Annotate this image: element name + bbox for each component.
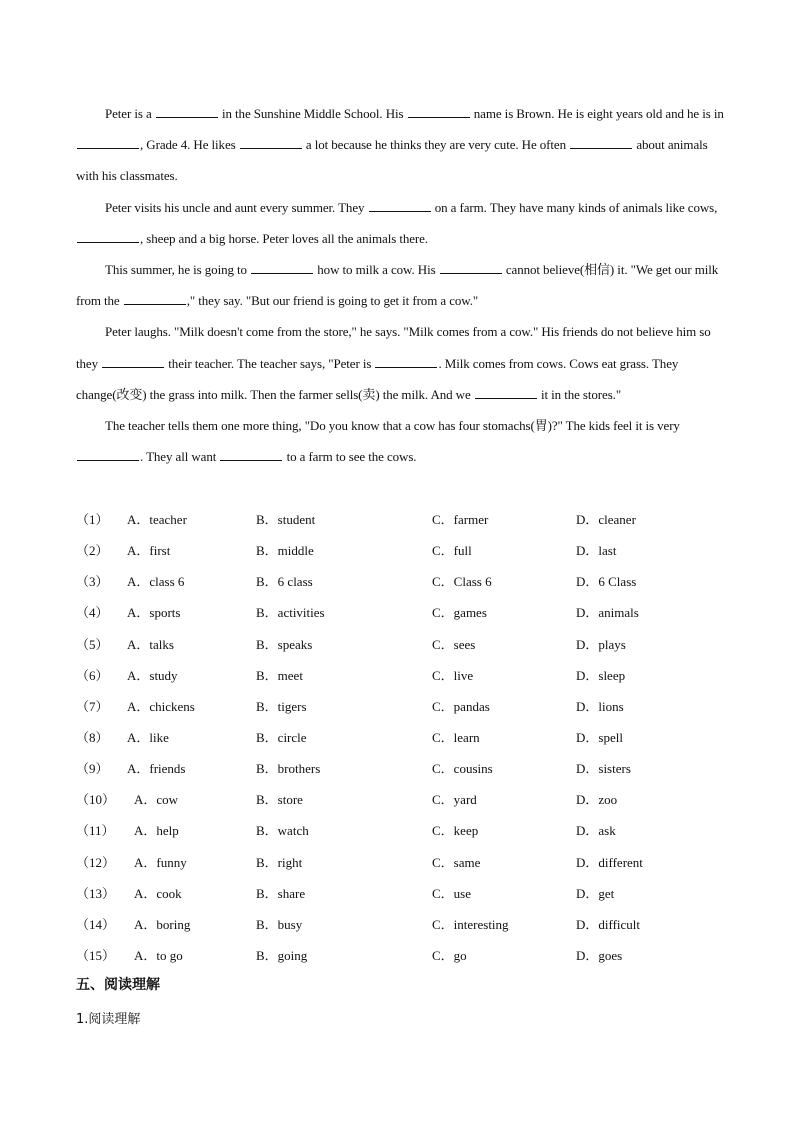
blank-3	[77, 136, 139, 149]
question-row-12	[76, 847, 724, 878]
blank-2	[408, 105, 470, 118]
section-heading: 五、阅读理解	[76, 977, 160, 993]
option-b: B．speaks	[256, 636, 313, 652]
option-a: A．study	[127, 667, 178, 683]
option-a: A．teacher	[127, 512, 187, 527]
passage-text: Peter is a	[105, 106, 152, 121]
passage-text: in the Sunshine Middle School. His	[221, 106, 404, 121]
question-number: （4）	[76, 605, 109, 621]
option-b: B．busy	[256, 916, 303, 932]
blank-15	[220, 448, 282, 461]
option-a: A．friends	[127, 761, 186, 777]
option-c: C．farmer	[432, 512, 489, 527]
option-c: C．pandas	[432, 698, 490, 714]
blank-13	[475, 386, 537, 399]
option-a: A．funny	[134, 854, 187, 870]
option-b: B．brothers	[256, 761, 321, 777]
question-row-14	[76, 909, 724, 940]
passage-text: , Grade 4. He likes	[140, 137, 236, 153]
question-row-15	[76, 940, 724, 971]
question-row-10	[76, 784, 724, 815]
option-a: A．help	[134, 823, 179, 839]
option-c: C．go	[432, 947, 467, 963]
passage-text: This summer, he is going to	[105, 262, 247, 278]
question-row-9	[76, 753, 724, 784]
option-a: A．sports	[127, 605, 181, 621]
blank-9	[440, 261, 502, 274]
option-c: C．interesting	[432, 916, 509, 932]
question-number: （1）	[76, 512, 109, 527]
option-c: C．Class 6	[432, 574, 492, 590]
question-row-4	[76, 597, 724, 628]
option-c: C．yard	[432, 792, 477, 808]
option-b: B．tigers	[256, 698, 307, 714]
blank-12	[375, 355, 437, 368]
passage-text: Peter laughs. "Milk doesn't come from the store," he says. "Milk comes from a cow." His friends do not believe him so they	[76, 324, 711, 371]
blank-8	[251, 261, 313, 274]
option-a: A．chickens	[127, 698, 195, 714]
passage-paragraph-1	[76, 98, 724, 192]
passage-paragraph-5	[76, 410, 724, 472]
option-b: B．circle	[256, 729, 307, 745]
passage-paragraph-2	[76, 192, 724, 254]
blank-4	[240, 136, 302, 149]
question-row-1	[76, 504, 724, 535]
blank-6	[369, 199, 431, 212]
question-row-7	[76, 691, 724, 722]
option-c: C．cousins	[432, 761, 493, 777]
passage-text: their teacher. The teacher says, "Peter is	[168, 355, 372, 371]
option-d: D．spell	[576, 729, 623, 745]
option-d: D．get	[576, 885, 615, 901]
option-d: D．goes	[576, 947, 623, 963]
question-number: （11）	[76, 823, 115, 839]
option-c: C．sees	[432, 636, 476, 652]
question-number: （3）	[76, 574, 109, 590]
question-row-13	[76, 878, 724, 909]
option-d: D．6 Class	[576, 574, 637, 590]
passage-text: The teacher tells them one more thing, "Do you know that a cow has four stomachs(胃)?" The kids feel it is very	[105, 418, 680, 434]
passage-text: cannot believe(相信) it. "We get our milk from the	[76, 262, 719, 309]
option-c: C．same	[432, 854, 481, 870]
option-d: D．lions	[576, 698, 624, 714]
option-a: A．cow	[134, 792, 179, 808]
option-a: A．like	[127, 729, 169, 745]
blank-7	[77, 230, 139, 243]
option-d: D．zoo	[576, 792, 618, 808]
option-c: C．live	[432, 667, 474, 683]
option-a: A．class 6	[127, 574, 185, 590]
option-c: C．keep	[432, 823, 479, 839]
option-b: B．meet	[256, 667, 303, 683]
question-number: （15）	[76, 947, 116, 963]
cloze-passage	[76, 98, 724, 472]
question-number: （9）	[76, 761, 109, 777]
question-row-2	[76, 535, 724, 566]
option-b: B．share	[256, 885, 306, 901]
question-number: （13）	[76, 885, 116, 901]
option-a: A．first	[127, 543, 171, 559]
option-c: C．full	[432, 543, 472, 559]
question-row-3	[76, 566, 724, 597]
question-row-6	[76, 660, 724, 691]
question-number: （10）	[76, 792, 116, 808]
option-a: A．talks	[127, 636, 174, 652]
blank-14	[77, 448, 139, 461]
section-subheading: 1.阅读理解	[76, 1012, 141, 1027]
option-d: D．sisters	[576, 761, 631, 777]
blank-11	[102, 355, 164, 368]
option-b: B．6 class	[256, 574, 313, 590]
passage-text: it in the stores."	[540, 386, 622, 402]
option-d: D．ask	[576, 823, 616, 839]
option-b: B．middle	[256, 543, 314, 559]
blank-10	[124, 292, 186, 305]
passage-text: Peter visits his uncle and aunt every summer. They	[105, 199, 365, 215]
blank-1	[156, 105, 218, 118]
question-number: （6）	[76, 667, 109, 683]
option-b: B．activities	[256, 605, 325, 621]
option-a: A．to go	[134, 947, 183, 963]
question-row-11	[76, 815, 724, 846]
option-d: D．sleep	[576, 667, 626, 683]
option-c: C．games	[432, 605, 487, 621]
question-number: （7）	[76, 698, 109, 714]
option-d: D．different	[576, 854, 643, 870]
option-b: B．store	[256, 792, 303, 808]
passage-text: , sheep and a big horse. Peter loves all the animals there.	[140, 230, 428, 246]
passage-text: . Milk comes from cows. Cows eat grass. They change(改变) the grass into milk. Then the farmer sells(卖) the milk. And we	[76, 355, 679, 402]
blank-5	[570, 136, 632, 149]
option-d: D．animals	[576, 605, 639, 621]
option-b: B．watch	[256, 823, 309, 839]
option-d: D．last	[576, 543, 617, 559]
option-d: D．cleaner	[576, 512, 636, 527]
question-number: （12）	[76, 854, 116, 870]
passage-text: to a farm to see the cows.	[286, 449, 417, 465]
option-d: D．difficult	[576, 916, 641, 932]
question-number: （5）	[76, 636, 109, 652]
question-number: （2）	[76, 543, 109, 559]
question-row-8	[76, 722, 724, 753]
question-number: （14）	[76, 916, 116, 932]
answer-options	[76, 504, 724, 971]
passage-text: about animals with his classmates.	[76, 137, 708, 184]
passage-paragraph-4	[76, 316, 724, 410]
question-number: （8）	[76, 729, 109, 745]
passage-paragraph-3	[76, 254, 724, 316]
option-d: D．plays	[576, 636, 626, 652]
passage-text: ," they say. "But our friend is going to get it from a cow."	[186, 293, 479, 309]
option-c: C．use	[432, 885, 472, 901]
option-b: B．student	[256, 512, 316, 527]
passage-text: name is Brown. He is eight years old and he is in	[473, 106, 724, 121]
option-b: B．right	[256, 854, 303, 870]
option-a: A．boring	[134, 916, 191, 932]
option-c: C．learn	[432, 729, 480, 745]
passage-text: a lot because he thinks they are very cute. He often	[305, 137, 566, 153]
question-row-5	[76, 629, 724, 660]
passage-text: on a farm. They have many kinds of animals like cows,	[434, 199, 718, 215]
option-a: A．cook	[134, 885, 182, 901]
passage-text: how to milk a cow. His	[317, 262, 436, 278]
passage-text: . They all want	[140, 449, 217, 465]
option-b: B．going	[256, 947, 308, 963]
